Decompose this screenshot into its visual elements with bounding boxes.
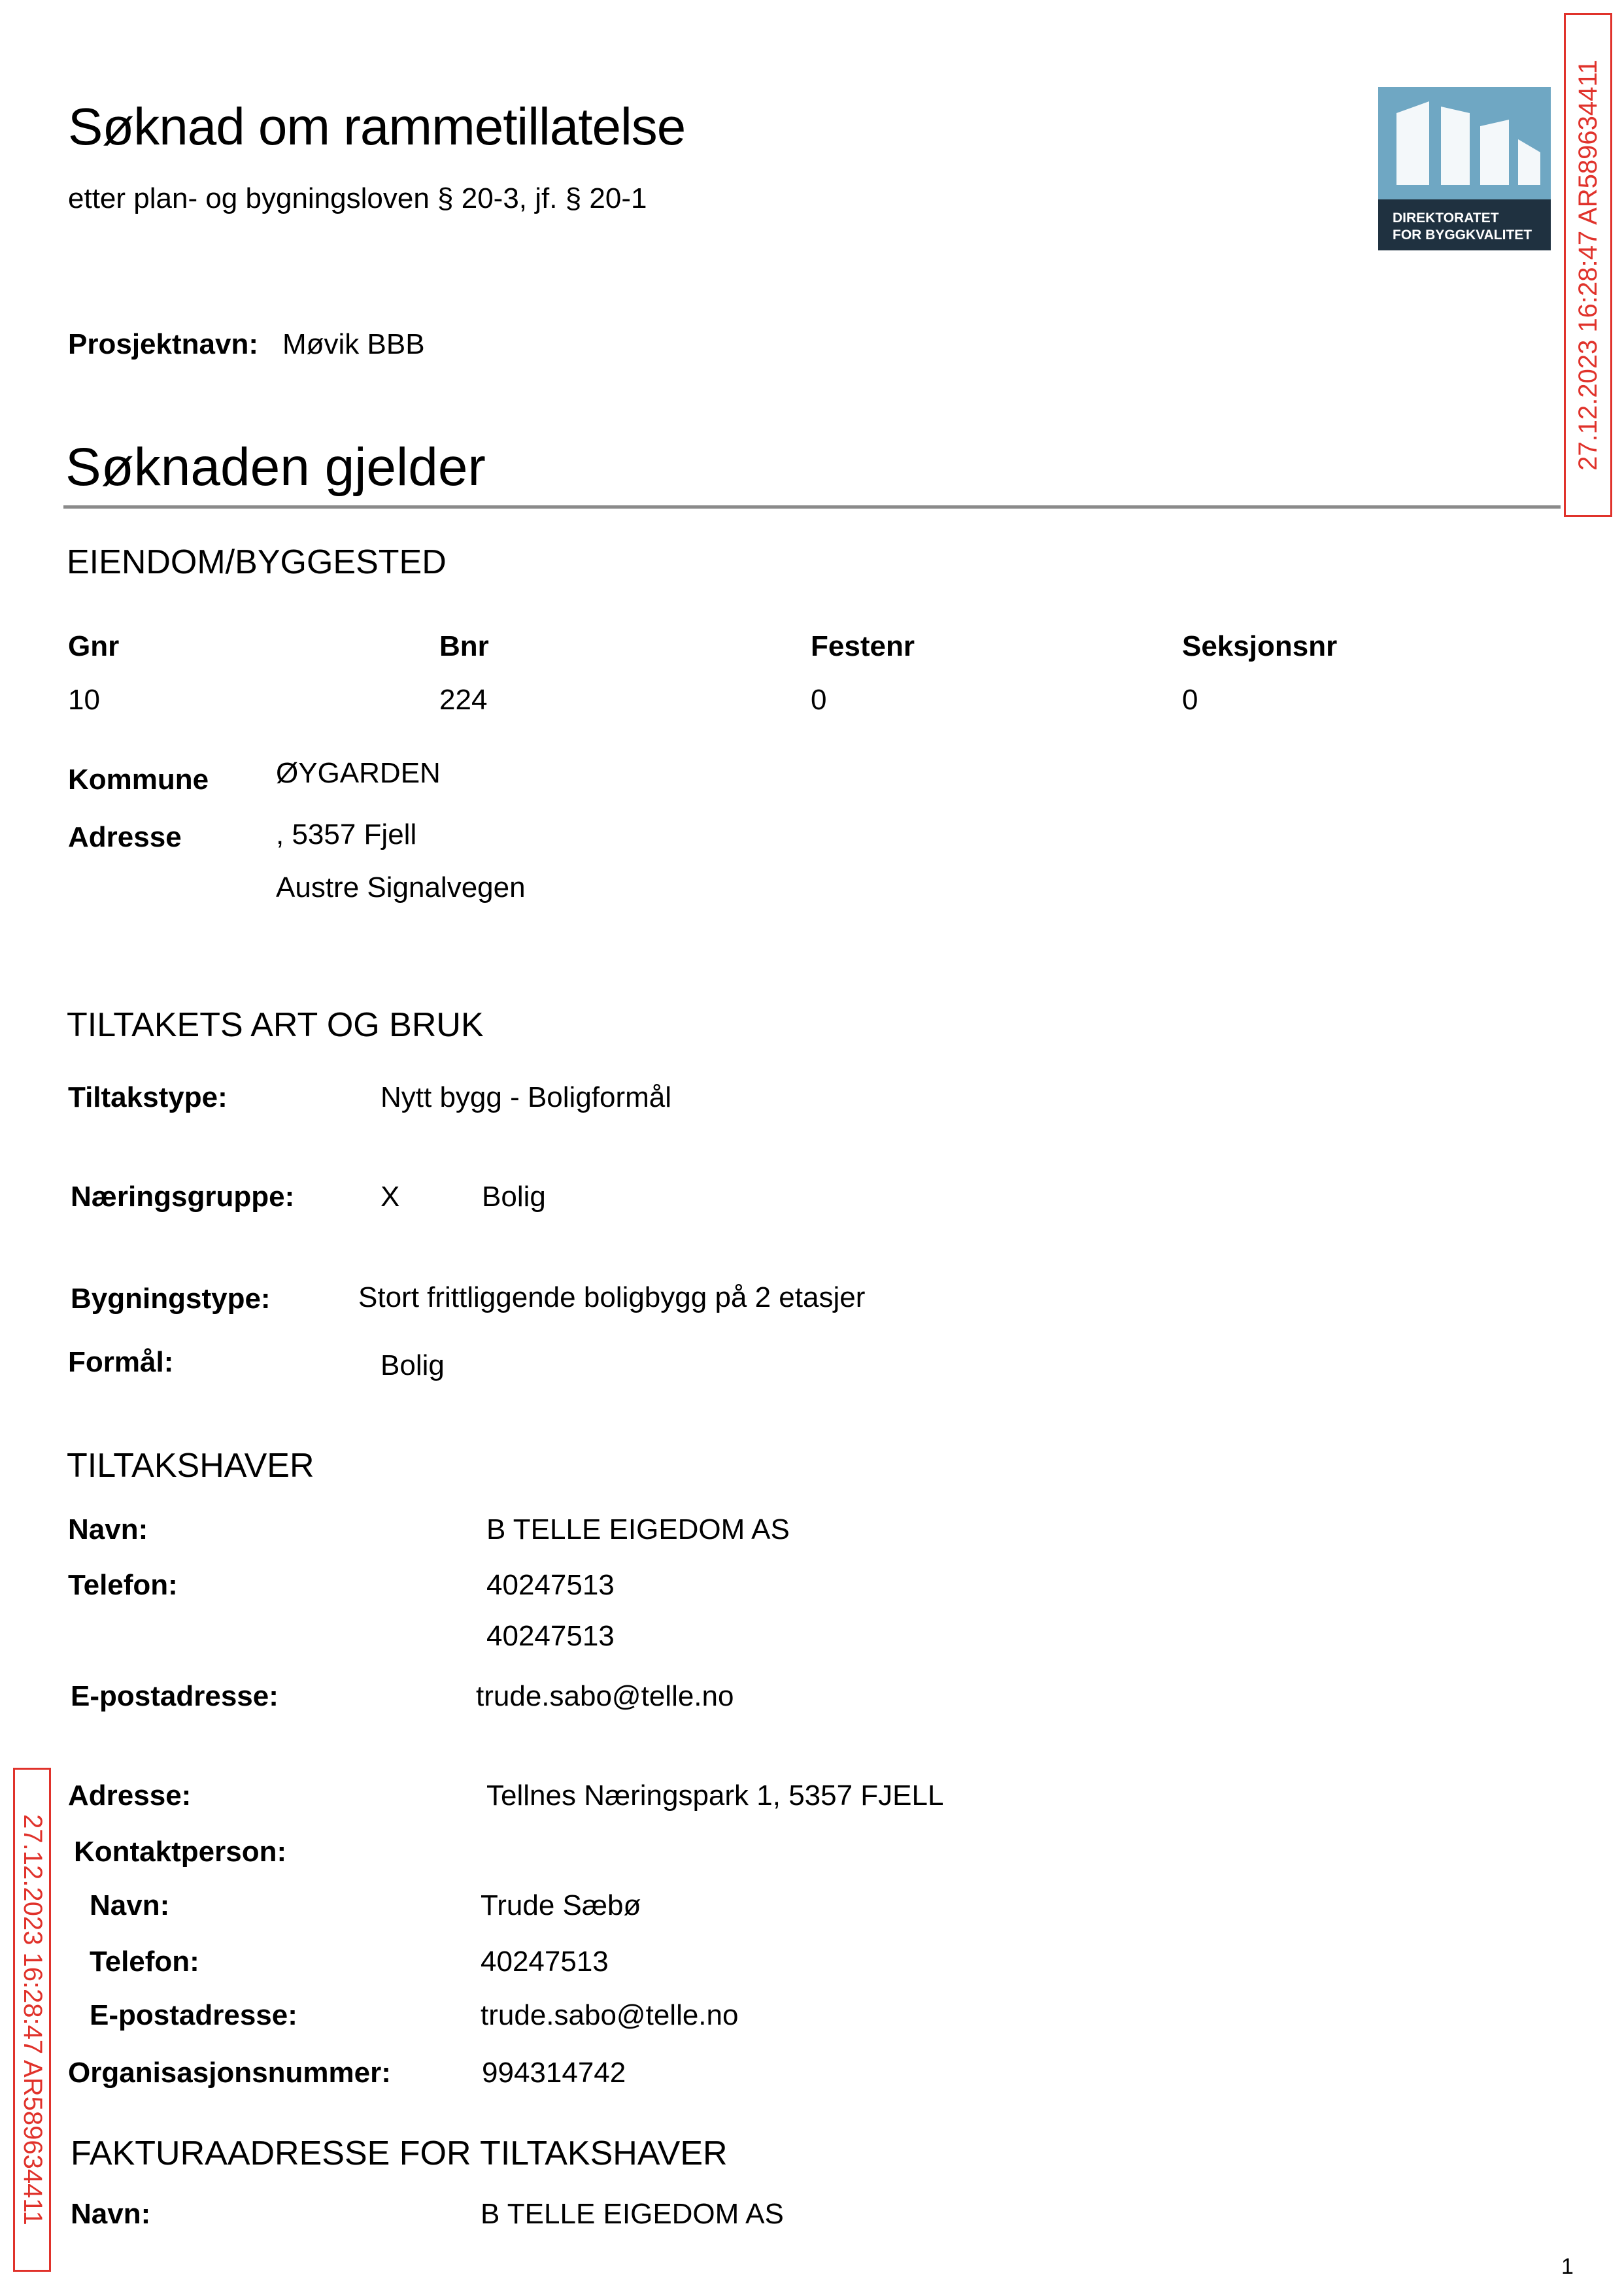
timestamp-stamp-bottom: 27.12.2023 16:28:47 AR589634411 [13,1768,51,2272]
dibk-logo [1378,87,1551,250]
tiltakshaver-navn-value: B TELLE EIGEDOM AS [486,1513,790,1545]
formal-value: Bolig [381,1349,445,1381]
project-name-value: Møvik BBB [282,328,425,360]
faktura-navn-label: Navn: [71,2198,151,2230]
bnr-value: 224 [439,684,488,716]
adresse-label: Adresse [68,821,182,853]
organisasjonsnummer-value: 994314742 [482,2057,626,2089]
adresse-line2: Austre Signalvegen [276,871,526,903]
organisasjonsnummer-label: Organisasjonsnummer: [68,2057,391,2089]
project-name-label: Prosjektnavn: [68,328,258,360]
tiltakstype-value: Nytt bygg - Boligformål [381,1081,672,1113]
tiltak-heading: TILTAKETS ART OG BRUK [67,1006,484,1044]
tiltakshaver-telefon-value1: 40247513 [486,1569,615,1601]
kontakt-epost-value: trude.sabo@telle.no [481,1999,739,2031]
naeringsgruppe-label: Næringsgruppe: [71,1181,295,1213]
tiltakshaver-heading: TILTAKSHAVER [67,1447,314,1485]
logo-text-line1: DIREKTORATET [1393,211,1499,226]
eiendom-heading: EIENDOM/BYGGESTED [67,543,447,581]
faktura-heading: FAKTURAADRESSE FOR TILTAKSHAVER [71,2134,728,2172]
section-divider [63,505,1561,509]
naeringsgruppe-code: X [381,1181,400,1213]
tiltakshaver-telefon-label: Telefon: [68,1569,178,1601]
kontaktperson-label: Kontaktperson: [74,1836,287,1868]
tiltakstype-label: Tiltakstype: [68,1081,228,1113]
seksjonsnr-label: Seksjonsnr [1182,630,1338,662]
tiltakshaver-adresse-label: Adresse: [68,1780,192,1812]
tiltakshaver-adresse-value: Tellnes Næringspark 1, 5357 FJELL [486,1780,944,1812]
tiltakshaver-epost-value: trude.sabo@telle.no [476,1680,734,1712]
kontakt-telefon-value: 40247513 [481,1946,609,1978]
tiltakshaver-navn-label: Navn: [68,1513,148,1545]
kontakt-epost-label: E-postadresse: [90,1999,297,2031]
section-title: Søknaden gjelder [65,437,486,497]
kontakt-telefon-label: Telefon: [90,1946,199,1978]
gnr-label: Gnr [68,630,120,662]
gnr-value: 10 [68,684,100,716]
seksjonsnr-value: 0 [1182,684,1198,716]
formal-label: Formål: [68,1346,174,1378]
kontakt-navn-label: Navn: [90,1889,170,1921]
bygningstype-label: Bygningstype: [71,1283,271,1315]
logo-text-line2: FOR BYGGKVALITET [1393,228,1532,243]
naeringsgruppe-value: Bolig [482,1181,546,1213]
festenr-value: 0 [811,684,827,716]
kommune-value: ØYGARDEN [276,757,441,789]
timestamp-stamp-top: 27.12.2023 16:28:47 AR589634411 [1564,13,1612,517]
document-title: Søknad om rammetillatelse [68,97,686,156]
festenr-label: Festenr [811,630,915,662]
kontakt-navn-value: Trude Sæbø [481,1889,641,1921]
tiltakshaver-telefon-value2: 40247513 [486,1620,615,1652]
page-number: 1 [1561,2254,1574,2279]
kommune-label: Kommune [68,764,209,796]
document-subtitle: etter plan- og bygningsloven § 20-3, jf. § 20-1 [68,182,647,214]
tiltakshaver-epost-label: E-postadresse: [71,1680,279,1712]
faktura-navn-value: B TELLE EIGEDOM AS [481,2198,784,2230]
bygningstype-value: Stort frittliggende boligbygg på 2 etasjer [358,1281,866,1313]
bnr-label: Bnr [439,630,489,662]
adresse-line1: , 5357 Fjell [276,818,417,851]
